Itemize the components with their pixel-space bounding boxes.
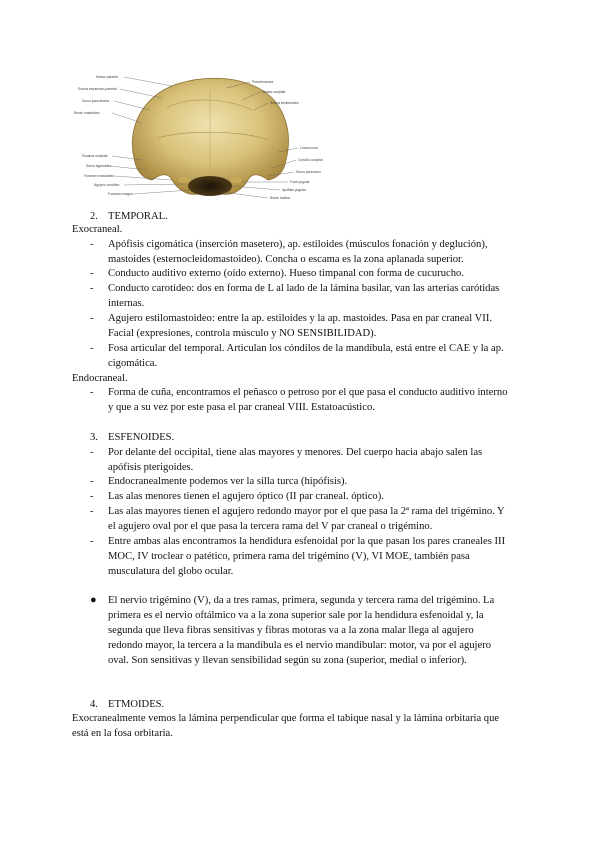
list-item-line: Forma de cuña, encontramos el peñasco o petroso por el que pasa el conducto auditivo interno bbox=[108, 387, 508, 398]
foramen-magnum bbox=[188, 176, 232, 196]
figure-label-left: Agujero condíleo bbox=[94, 183, 120, 187]
section-title-etmoides: ETMOIDES. bbox=[108, 699, 165, 710]
figure-label-right: Fosa yugular bbox=[290, 180, 310, 184]
paragraph-line: está en la fosa orbitaria. bbox=[72, 728, 173, 739]
figure-label-right: Cóndilo occipital bbox=[298, 158, 323, 162]
section-title-esfenoides: ESFENOIDES. bbox=[108, 432, 175, 443]
figure-label-right: Surco para seno bbox=[296, 170, 321, 174]
bullet-marker: ● bbox=[90, 594, 97, 606]
section-number: 4. bbox=[90, 699, 98, 710]
list-item-line: cigomática. bbox=[108, 358, 158, 369]
list-item-line: MOC, IV troclear o patético, primera rama del trigémino (V), VI MOE, también pasa bbox=[108, 551, 470, 562]
figure-label-right: Borde basilar bbox=[270, 196, 290, 200]
figure-label-left: Foramen magno bbox=[108, 192, 133, 196]
list-item-line: Endocranealmente podemos ver la silla turca (hipófisis). bbox=[108, 476, 348, 487]
list-item-line: Por delante del occipital, tiene alas mayores y menores. Del cuerpo hacia abajo salen las bbox=[108, 447, 483, 458]
figure-label-right: Línea nucal bbox=[300, 146, 318, 150]
figure-label-left: Foramen mastoideo bbox=[84, 174, 115, 178]
list-item-line: musculatura del globo ocular. bbox=[108, 566, 234, 577]
figure-label-right: Sutura lambdoidea bbox=[270, 101, 299, 105]
section-number: 2. bbox=[90, 211, 98, 222]
occipital-bone-figure bbox=[72, 68, 342, 208]
dash-marker: - bbox=[90, 506, 94, 517]
skull-illustration bbox=[72, 68, 342, 208]
bullet-paragraph-line: primera es el nervio oftálmico va a la zona superior sale por la hendidura esfenoidal y, la bbox=[108, 610, 484, 621]
dash-marker: - bbox=[90, 491, 94, 502]
list-item-line: apófisis pterigoides. bbox=[108, 462, 194, 473]
bullet-paragraph-line: segunda que lleva fibras sensitivas y fibras motoras va a la zona malar llega al agujero bbox=[108, 625, 474, 636]
list-item-line: Facial (expresiones, controla músculo y NO SENSIBILIDAD). bbox=[108, 328, 377, 339]
list-item-line: Conducto carotídeo: dos en forma de L al lado de la lámina basilar, van las arterias carótidas bbox=[108, 283, 500, 294]
figure-label-right: Protuberancia bbox=[252, 80, 274, 84]
dash-marker: - bbox=[90, 447, 94, 458]
figure-label-left: Sutura escamoso-parietal bbox=[78, 87, 117, 91]
dash-marker: - bbox=[90, 239, 94, 250]
figure-label-right: Apófisis yugular bbox=[282, 188, 306, 192]
figure-label-left: Escama occipital bbox=[82, 154, 108, 158]
section-title-temporal: TEMPORAL. bbox=[108, 211, 168, 222]
section-number: 3. bbox=[90, 432, 98, 443]
figure-label-right: Cresta occipital bbox=[262, 90, 286, 94]
list-item-line: Apófisis cigomática (inserción masetero), ap. estiloides (músculos fonación y deglución), bbox=[108, 239, 488, 250]
list-item-line: Entre ambas alas encontramos la hendidura esfenoidal por la que pasan los pares craneales III bbox=[108, 536, 506, 547]
list-item-line: mastoides (esternocleidomastoideo). Concha o escama es la zona aplanada superior. bbox=[108, 254, 464, 265]
bullet-paragraph-line: El nervio trigémino (V), da a tres ramas, primera, segunda y tercera rama del trigémino. La bbox=[108, 595, 495, 606]
bullet-paragraph-line: redondo mayor, la tercera a la mandíbula es el nervio mandibular: motor, va por el agujero bbox=[108, 640, 492, 651]
list-item-line: y que a su vez por este pasa el par craneal VIII. Estatoacústico. bbox=[108, 402, 375, 413]
dash-marker: - bbox=[90, 536, 94, 547]
subheading-exocraneal: Exocraneal. bbox=[72, 224, 123, 235]
figure-label-left: Surco para arteria bbox=[82, 99, 110, 103]
subheading-endocraneal: Endocraneal. bbox=[72, 373, 128, 384]
dash-marker: - bbox=[90, 343, 94, 354]
figure-label-left: Hueso parietal bbox=[96, 75, 118, 79]
list-item-line: Las alas mayores tienen el agujero redondo mayor por el que pasa la 2ª rama del trigémino. Y bbox=[108, 506, 505, 517]
list-item-line: internas. bbox=[108, 298, 145, 309]
figure-label-left: Borde mastoideo bbox=[74, 111, 100, 115]
list-item-line: Fosa articular del temporal. Articulan los cóndilos de la mandíbula, está entre el CAE y la ap. bbox=[108, 343, 504, 354]
dash-marker: - bbox=[90, 313, 94, 324]
list-item-line: Agujero estilomastoideo: entre la ap. estiloides y la ap. mastoides. Pasa en par craneal VII. bbox=[108, 313, 493, 324]
dash-marker: - bbox=[90, 387, 94, 398]
dash-marker: - bbox=[90, 476, 94, 487]
dash-marker: - bbox=[90, 283, 94, 294]
bullet-paragraph-line: oval. Son sensitivas y llevan sensibilidad según su zona (superior, medial o inferior). bbox=[108, 655, 467, 666]
figure-label-left: Surco sigmoideo bbox=[86, 164, 112, 168]
list-item-line: el agujero oval por el que pasa la tercera rama del V par craneal o trigémino. bbox=[108, 521, 433, 532]
list-item-line: Conducto auditivo externo (oído externo). Hueso timpanal con forma de cucurucho. bbox=[108, 268, 464, 279]
list-item-line: Las alas menores tienen el agujero óptico (II par craneal. óptico). bbox=[108, 491, 384, 502]
paragraph-line: Exocranealmente vemos la lámina perpendicular que forma el tabique nasal y la lámina orbitaria que bbox=[72, 713, 500, 724]
dash-marker: - bbox=[90, 268, 94, 279]
